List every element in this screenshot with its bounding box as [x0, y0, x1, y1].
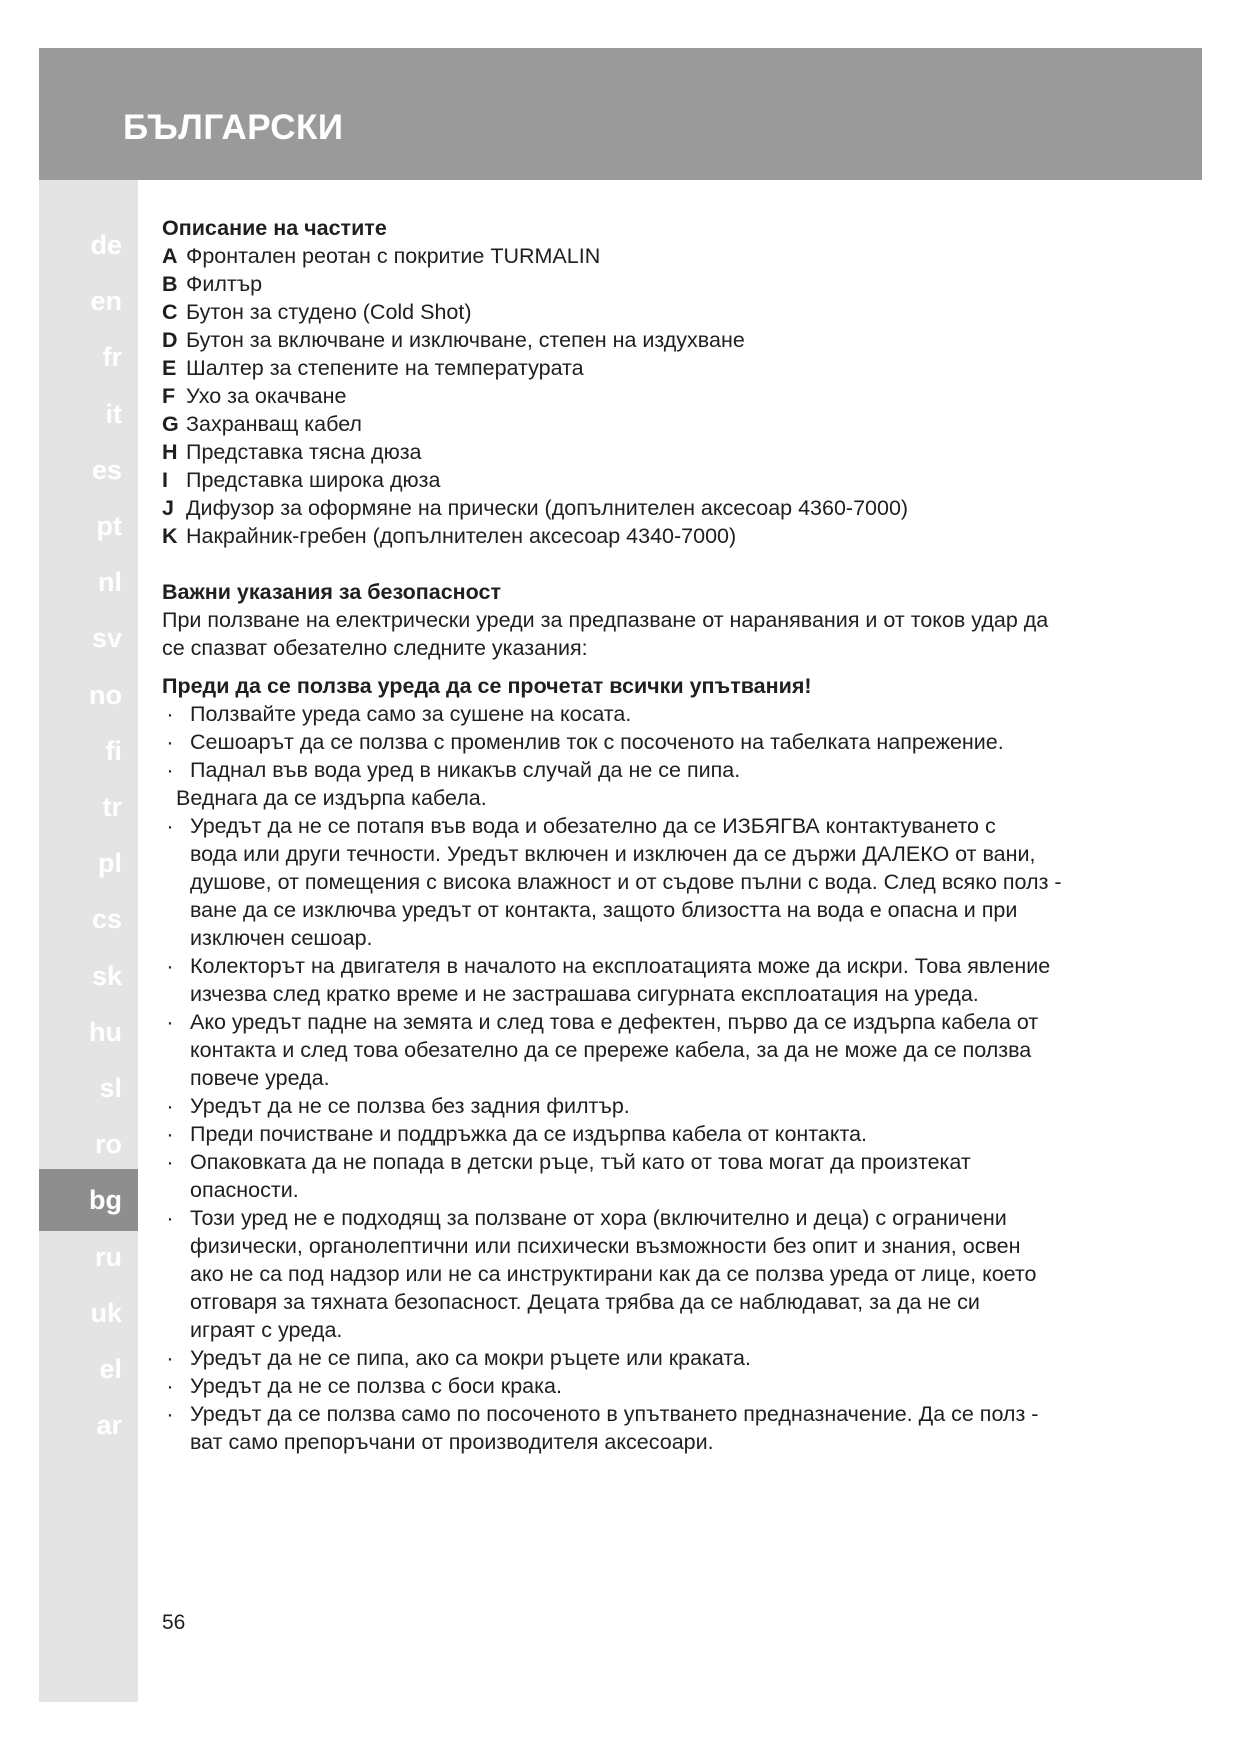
bullet-mark: · [166, 702, 174, 726]
bullet-mark: · [166, 1150, 174, 1174]
part-letter: J [162, 496, 174, 520]
part-description: Бутон за включване и изключване, степен на издухване [186, 328, 745, 352]
bullet-line: ване да се изключва уредът от контакта, защото близостта на вода е опасна и при [190, 898, 1018, 922]
safety-bullet [162, 812, 1142, 952]
bullet-line: изключен сешоар. [190, 926, 373, 950]
warning-heading: Преди да се ползва уреда да се прочетат всички упътвания! [162, 674, 812, 698]
bullet-mark: · [166, 1010, 174, 1034]
part-letter: K [162, 524, 178, 548]
safety-intro-line: се спазват обезателно следните указания: [162, 636, 588, 660]
language-tab-de[interactable]: de [90, 230, 122, 260]
bullet-line: Веднага да се издърпа кабела. [176, 786, 487, 810]
part-letter: G [162, 412, 179, 436]
part-item [162, 494, 1142, 522]
part-item [162, 382, 1142, 410]
safety-bullet [162, 1092, 1142, 1120]
bullet-line: вода или други течности. Уредът включен и изключен да се държи ДАЛЕКО от вани, [190, 842, 1036, 866]
language-tab-sv[interactable]: sv [91, 623, 122, 654]
language-tab-ro[interactable]: ro [95, 1129, 122, 1160]
bullet-line: изчезва след кратко време и не застрашава сигурната експлоатация на уреда. [190, 982, 979, 1006]
bullet-line: Уредът да не се потапя във вода и обезателно да се ИЗБЯГВА контактуването с [190, 814, 996, 838]
safety-bullet-list [162, 700, 1142, 1456]
part-description: Шалтер за степените на температурата [186, 356, 584, 380]
part-description: Фронтален реотан с покритие TURMALIN [186, 244, 601, 268]
language-tab-ru[interactable]: ru [95, 1241, 122, 1272]
part-item [162, 466, 1142, 494]
bullet-line: Уредът да се ползва само по посоченото в упътването предназначение. Да се полз - [190, 1402, 1039, 1426]
language-tab-es[interactable]: es [91, 454, 122, 485]
bullet-line: ват само препоръчани от производителя аксесоари. [190, 1430, 714, 1454]
language-tab-pt[interactable]: pt [96, 511, 122, 541]
bullet-mark: · [166, 1402, 174, 1426]
language-tab-fr[interactable]: fr [102, 342, 122, 373]
part-letter: F [162, 384, 176, 408]
language-tab-no[interactable]: no [89, 679, 122, 710]
language-tab-hu[interactable]: hu [89, 1016, 122, 1047]
part-description: Ухо за окачване [186, 384, 347, 408]
part-description: Представка широка дюза [186, 468, 441, 492]
part-description: Представка тясна дюза [186, 440, 422, 464]
safety-bullet [162, 1148, 1142, 1204]
safety-bullet [162, 1204, 1142, 1344]
safety-bullet [162, 1400, 1142, 1456]
part-item [162, 410, 1142, 438]
part-letter: E [162, 356, 177, 380]
bullet-mark: · [166, 730, 174, 754]
bullet-line: отговаря за тяхната безопасност. Децата трябва да се наблюдават, за да не си [190, 1290, 980, 1314]
language-tab-pl[interactable]: pl [98, 848, 122, 879]
language-tab-sk[interactable]: sk [91, 960, 122, 991]
page-number: 56 [162, 1611, 186, 1634]
language-tab-tr[interactable]: tr [102, 792, 122, 822]
bullet-line: Уредът да не се ползва с боси крака. [190, 1374, 562, 1398]
safety-bullet [162, 784, 1142, 812]
bullet-line: Колекторът на двигателя в началото на експлоатацията може да искри. Това явление [190, 954, 1051, 978]
safety-bullet [162, 728, 1142, 756]
part-description: Бутон за студено (Cold Shot) [186, 300, 472, 324]
language-tab-ar[interactable]: ar [96, 1410, 122, 1441]
part-item [162, 522, 1142, 550]
bullet-line: Опаковката да не попада в детски ръце, тъй като от това могат да произтекат [190, 1150, 971, 1174]
part-item [162, 326, 1142, 354]
bullet-line: физически, органолептични или психически възможности без опит и знания, освен [190, 1234, 1021, 1258]
part-letter: C [162, 300, 178, 324]
bullet-mark: · [166, 814, 174, 838]
safety-bullet [162, 1372, 1142, 1400]
language-tab-bg[interactable]: bg [39, 1169, 138, 1231]
part-description: Дифузор за оформяне на прически (допълнителен аксесоар 4360-7000) [186, 496, 909, 520]
part-letter: B [162, 272, 178, 296]
bullet-mark: · [166, 954, 174, 978]
bullet-line: ако не са под надзор или не са инструктирани как да се ползва уреда от лице, което [190, 1262, 1037, 1286]
bullet-mark: · [166, 1374, 174, 1398]
part-letter: D [162, 328, 178, 352]
language-tab-nl[interactable]: nl [98, 567, 122, 598]
part-letter: I [162, 468, 168, 492]
safety-intro [162, 606, 1142, 662]
part-letter: H [162, 440, 178, 464]
bullet-line: играят с уреда. [190, 1318, 343, 1342]
safety-bullet [162, 1344, 1142, 1372]
part-description: Захранващ кабел [186, 412, 362, 436]
bullet-line: Ползвайте уреда само за сушене на косата. [190, 702, 632, 726]
bullet-line: Този уред не е подходящ за ползване от хора (включително и деца) с ограничени [190, 1206, 1007, 1230]
bullet-line: опасности. [190, 1178, 299, 1202]
parts-list [162, 242, 1142, 550]
bullet-line: Уредът да не се пипа, ако са мокри ръцете или краката. [190, 1346, 751, 1370]
language-tab-fi[interactable]: fi [105, 735, 122, 766]
bullet-line: контакта и след това обезателно да се прережe кабела, за да не може да се ползва [190, 1038, 1032, 1062]
safety-bullet [162, 756, 1142, 784]
part-letter: A [162, 244, 178, 268]
bullet-line: Сешоарът да се ползва с променлив ток с посоченото на табелката напрежение. [190, 730, 1004, 754]
bullet-mark: · [166, 1122, 174, 1146]
part-item [162, 438, 1142, 466]
part-item [162, 298, 1142, 326]
bullet-mark: · [166, 1346, 174, 1370]
safety-bullet [162, 1008, 1142, 1092]
main-content [162, 214, 1142, 1456]
part-item [162, 354, 1142, 382]
bullet-line: душове, от помещения с висока влажност и от съдове пълни с вода. След всяко полз - [190, 870, 1062, 894]
bullet-mark: · [166, 1206, 174, 1230]
language-tab-el[interactable]: el [99, 1354, 122, 1384]
parts-title: Описание на частите [162, 216, 387, 240]
safety-intro-line: При ползване на електрически уреди за предпазване от наранявания и от токов удар да [162, 608, 1049, 632]
safety-bullet [162, 1120, 1142, 1148]
bullet-mark: · [166, 1094, 174, 1118]
language-tab-en[interactable]: en [90, 286, 122, 317]
bullet-line: Ако уредът падне на земята и след това е дефектен, първо да се издърпа кабела от [190, 1010, 1039, 1034]
page-title: БЪЛГАРСКИ [123, 108, 344, 147]
bullet-mark: · [166, 758, 174, 782]
safety-bullet [162, 952, 1142, 1008]
part-item [162, 242, 1142, 270]
bullet-line: Преди почистване и поддръжка да се издърпва кабела от контакта. [190, 1122, 868, 1146]
bullet-line: повече уреда. [190, 1066, 330, 1090]
language-tab-it[interactable]: it [105, 398, 122, 429]
part-description: Филтър [186, 272, 263, 296]
language-tab-cs[interactable]: cs [91, 904, 122, 935]
bullet-line: Паднал във вода уред в никакъв случай да не се пипа. [190, 758, 741, 782]
safety-title: Важни указания за безопасност [162, 580, 502, 604]
language-sidebar [39, 180, 138, 1702]
part-description: Накрайник-гребен (допълнителен аксесоар 4340-7000) [186, 524, 737, 548]
part-item [162, 270, 1142, 298]
bullet-line: Уредът да не се ползва без задния филтър. [190, 1094, 630, 1118]
safety-bullet [162, 700, 1142, 728]
language-tab-uk[interactable]: uk [90, 1297, 122, 1328]
language-tab-sl[interactable]: sl [99, 1073, 122, 1103]
